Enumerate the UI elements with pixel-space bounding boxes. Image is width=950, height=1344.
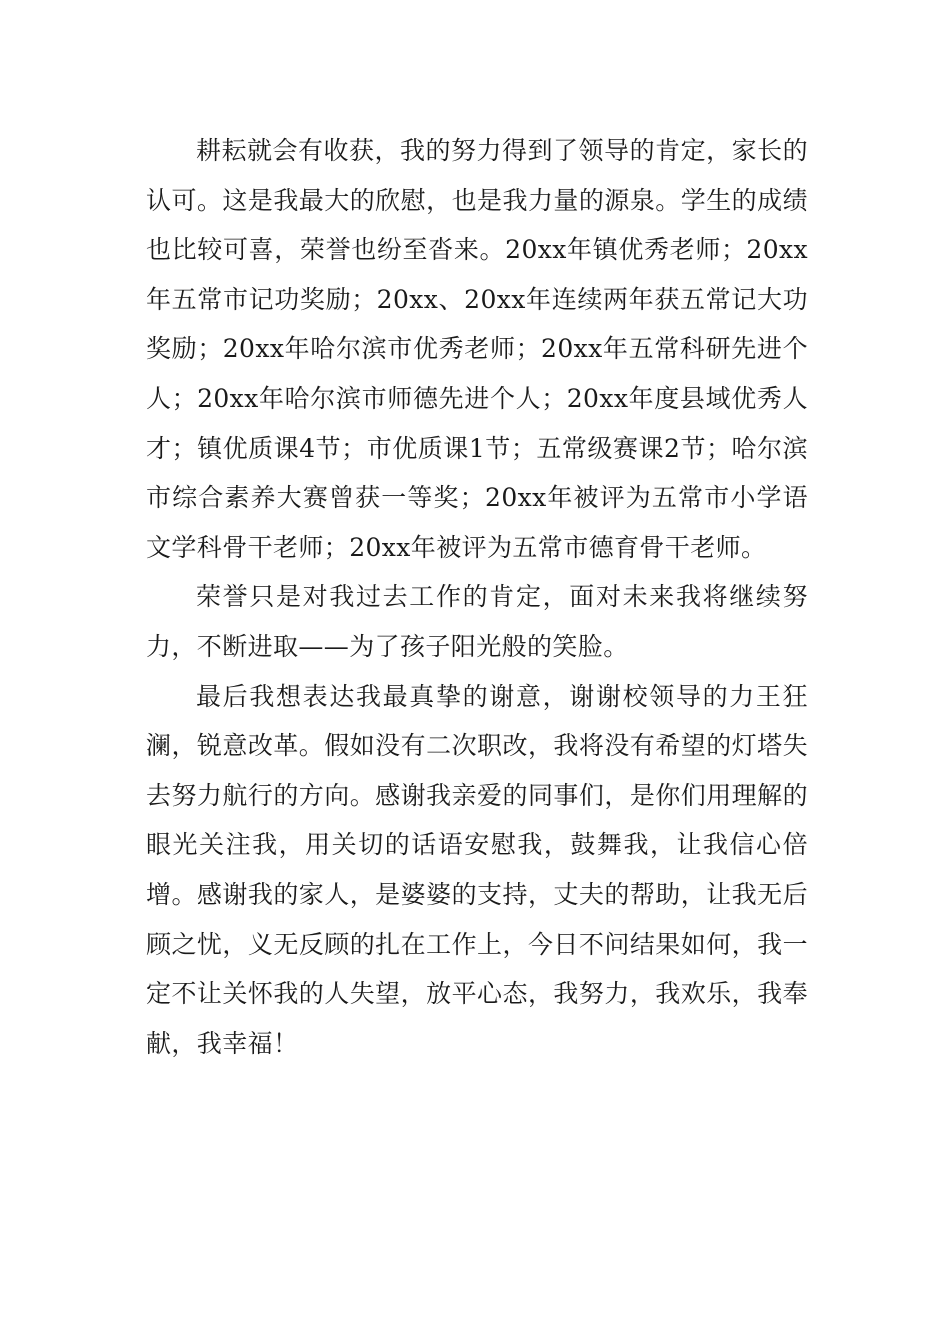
paragraph-honors: 耕耘就会有收获，我的努力得到了领导的肯定，家长的认可。这是我最大的欣慰，也是我力量的源泉。学生的成绩也比较可喜，荣誉也纷至沓来。20xx年镇优秀老师；20xx年五常市记功奖励；20xx、20xx年连续两年获五常记大功奖励；20xx年哈尔滨市优秀老师；20xx年五常科研先进个人；20xx年哈尔滨市师德先进个人；20xx年度县域优秀人才；镇优质课4节；市优质课1节；五常级赛课2节；哈尔滨市综合素养大赛曾获一等奖；20xx年被评为五常市小学语文学科骨干老师；20xx年被评为五常市德育骨干老师。 <box>146 136 808 562</box>
document-body <box>146 126 808 1068</box>
paragraph-future: 荣誉只是对我过去工作的肯定，面对未来我将继续努力，不断进取——为了孩子阳光般的笑脸。 <box>146 582 808 661</box>
paragraph-thanks: 最后我想表达我最真挚的谢意，谢谢校领导的力王狂澜，锐意改革。假如没有二次职改，我将没有希望的灯塔失去努力航行的方向。感谢我亲爱的同事们，是你们用理解的眼光关注我，用关切的话语安慰我，鼓舞我，让我信心倍增。感谢我的家人，是婆婆的支持，丈夫的帮助，让我无后顾之忧，义无反顾的扎在工作上，今日不问结果如何，我一定不让关怀我的人失望，放平心态，我努力，我欢乐，我奉献，我幸福！ <box>146 681 808 1058</box>
